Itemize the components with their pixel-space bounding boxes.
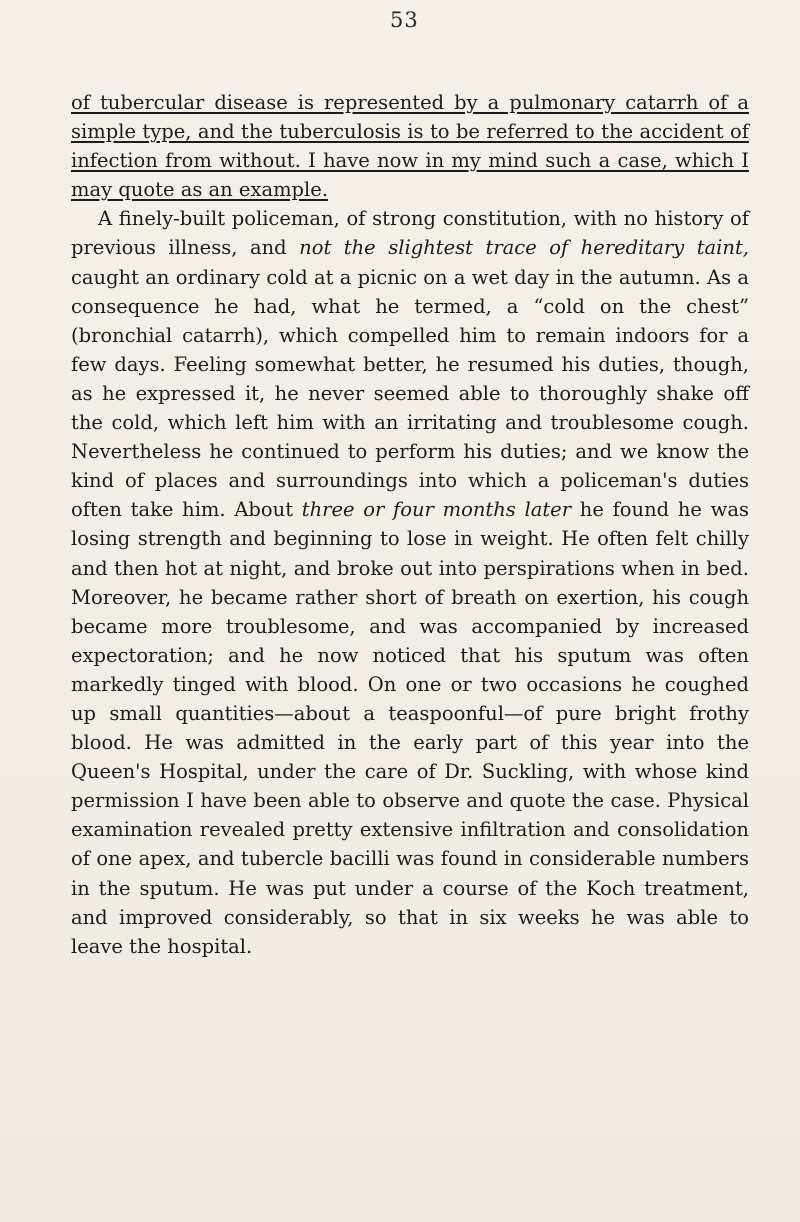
case-text-2: caught an ordinary cold at a picnic on a wet day in the autumn. As a consequence he had, what he termed, a “cold on the chest” (bronchial catarrh), which compelled him to remain indoors for a few days. Feeling somewhat better, he resumed his duties, though, as he expressed it, he never seemed able to thoroughly shake off the cold, which left him with an irritating and troublesome cough. Nevertheless he continued to perform his duties; and we know the kind of places and surroundings into which a policeman's duties often take him. About xyxy=(71,265,749,522)
case-italic-2: three or four months later xyxy=(301,498,572,522)
case-text-3: he found he was losing strength and beginning to lose in weight. He often felt chilly and then hot at night, and broke out into perspirations when in bed. Moreover, he became rather short of breath on exertion, his cough became more troublesome, and was accompanied by increased expectoration; and he now noticed that his sputum was often markedly tinged with blood. On one or two occasions he coughed up small quantities—about a teaspoonful—of pure bright frothy blood. He was admitted in the early part of this year into the Queen's Hospital, under the care of Dr. Suckling, with whose kind permission I have been able to observe and quote the case. Physical examination revealed pretty extensive infiltration and consolidation of one apex, and tubercle bacilli was found in considerable numbers in the sputum. He was put under a course of the Koch treatment, and improved considerably, so that in six weeks he was able to leave the hospital. xyxy=(71,498,749,958)
paragraph-case-history xyxy=(71,204,749,960)
case-italic-1: not the slightest trace of hereditary taint, xyxy=(299,236,750,260)
page-number: 53 xyxy=(390,8,419,32)
case-text-1: A finely-built policeman, of strong constitution, with no history of previous illness, and xyxy=(71,207,749,260)
page-body xyxy=(71,88,749,961)
paragraph-opening: of tubercular disease is represented by a pulmonary catarrh of a simple type, and the tuberculosis is to be referred to the accident of infection from without. I have now in my mind such a case, which I may quote as an example. xyxy=(71,91,749,202)
